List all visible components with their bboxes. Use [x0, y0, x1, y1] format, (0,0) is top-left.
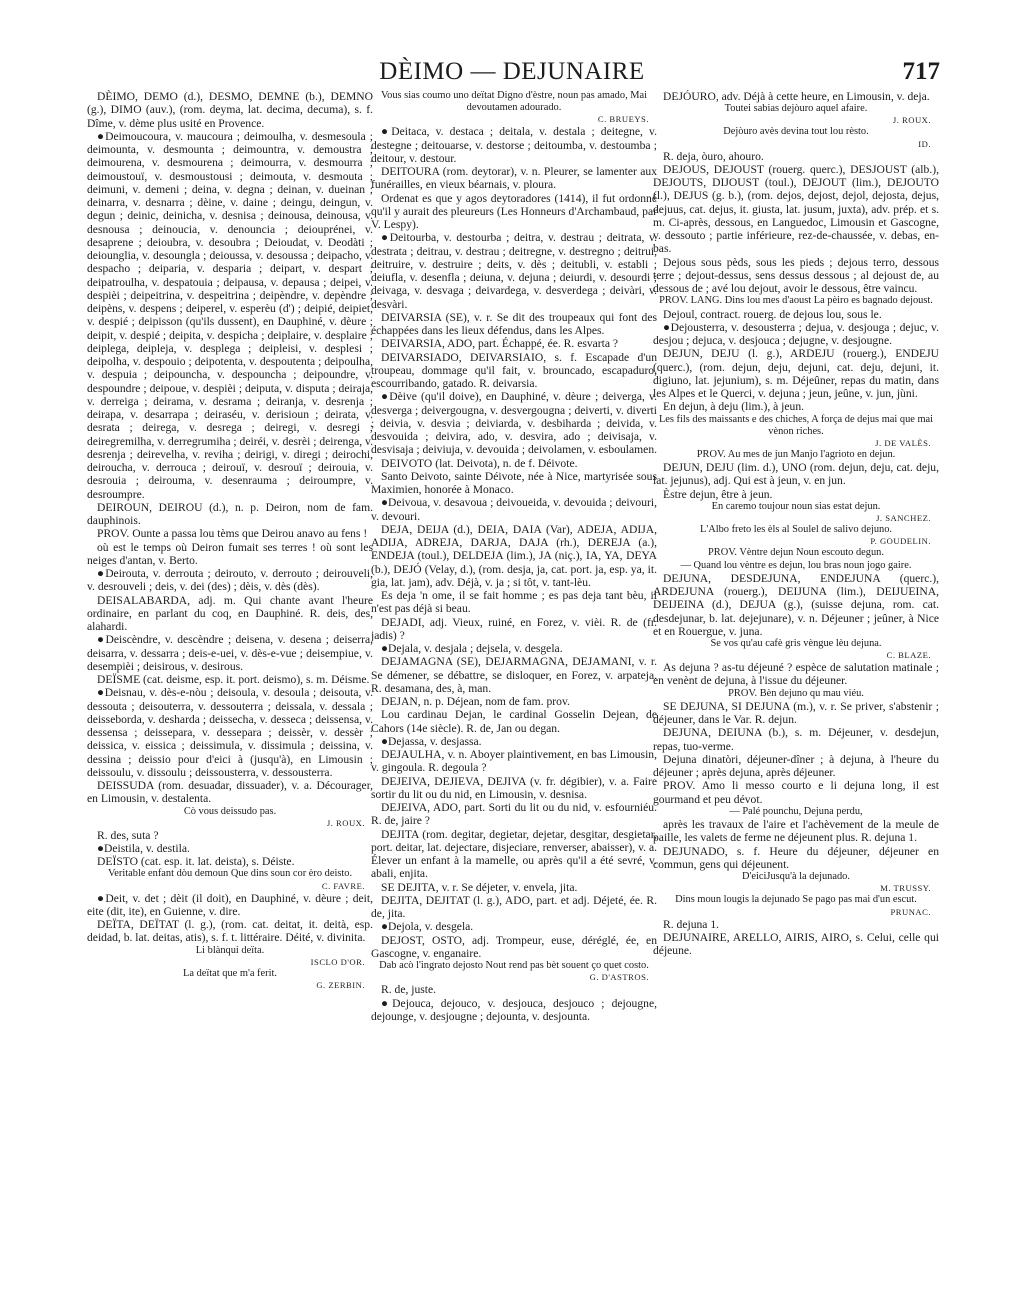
dictionary-entry: DEJITA, DEJITAT (l. g.), ADO, part. et adj. Déjeté, ée. R. de, jita.	[371, 893, 657, 921]
citation-author: C. BLAZE.	[886, 650, 931, 661]
citation-quote: — Palé pounchu, Dejuna perdu,	[729, 805, 863, 817]
citation-author: J. DE VALÈS.	[875, 438, 931, 449]
dictionary-entry: DEJA, DEIJA (d.), DEIA, DAIA (Var), ADEJA, ADIJA, ADIJA, ADREJA, DARJA, DAJA (rh.), DEREJA (a.), ENDEJA (toul.), DELDEJA (lim.), JA (niç.), IA, YA, DEYA (b.), DEJÓ (Velay, d.), (rom. desja, ja, cat. port. ja, esp. ya, it. gia, lat. jam), adv. Déjà, v. ja ; si tôt, v. tant-lèu.	[371, 522, 657, 589]
dictionary-entry: ●Deirouta, v. derrouta ; deirouto, v. derrouto ; deirouveli, v. desrouveli ; deis, v. dei (des) ; dèis, v. dès (dès).	[87, 567, 373, 594]
citation-author: M. TRUSSY.	[880, 883, 931, 894]
citation-quote: La deïtat que m'a ferit.	[183, 967, 277, 979]
dictionary-entry: R. dejuna 1.	[663, 917, 720, 931]
dictionary-entry: ●Dèive (qu'il doive), en Dauphiné, v. dèure ; deiverga, v. desverga ; deivergougna, v. desvergougna ; deiverti, v. diverti ; deivia, v. desvia ; deiviarda, v. desbiharda ; deivida, v. desvouida ; deivira, ado, v. desvira, ado ; deivisaja, v. desvisaja ; deiviuja, v. devouida ; deivolamen, v. esboulamen.	[371, 390, 657, 457]
dictionary-entry: ●Dejola, v. desgela.	[381, 920, 474, 934]
dictionary-entry: As dejuna ? as-tu déjeuné ? espèce de salutation matinale ; en venènt de dejuna, à l'issue du déjeuner.	[653, 661, 939, 688]
dictionary-entry: DEJOST, OSTO, adj. Trompeur, euse, déréglé, ée, en Gascogne, v. enganaire.	[371, 933, 657, 960]
citation-author: ISCLO D'OR.	[310, 956, 365, 967]
citation-author: P. GOUDELIN.	[870, 536, 931, 547]
dictionary-entry: ●Deisnau, v. dès-e-nòu ; deisoula, v. desoula ; deisouta, v. dessouta ; deisouterra, v. dessouterra ; deissala, v. dessala ; deisseborda, v. desharda ; deissecha, v. desseca ; deissensa, v. dessensa ; deissepara, v. dessepara ; deissèr, v. dessèr ; deissica, v. eissica ; deissimula, v. dissimula ; deissina, v. dessina ; deissio pour d'eici à (jusqu'à), en Limousin ; deissoulu, v. dissoulu ; deissousterra, v. dessousterra.	[87, 686, 373, 779]
dictionary-entry: DEJOUS, DEJOUST (rouerg. querc.), DESJOUST (alb.), DEJOUTS, DIJOUST (toul.), DEJOUT (lim.), DEJOUTO (l.), DEJUS (g. b.), (rom. dejos, dejost, dejol, dejosta, dejus, dejuus, cat. dejus, it. giusta, lat. jusum, juxta), adv. prép. et s. m. Ci-après, dessous, en Languedoc, Limousin et Gascogne, v. dessouto ; partie inférieure, rez-de-chaussée, v. debas, en-bas.	[653, 162, 939, 256]
running-title: DÈIMO — DEJUNAIRE	[379, 58, 645, 85]
citation-author: J. ROUX.	[326, 817, 365, 828]
dictionary-entry: DEJUN, DEJU (l. g.), ARDEJU (rouerg.), ENDEJU (querc.), (rom. dejun, deju, dejuni, cat. deju, dejuni, it. digiuno, lat. jejunium), s. m. Déjeûner, repas du matin, dans les Alpes et le Querci, v. dejuna ; jeun, jeûne, v. jun, jùni.	[653, 347, 939, 401]
dictionary-entry: DEIVARSIA, ADO, part. Échappé, ée. R. esvarta ?	[381, 337, 619, 351]
dictionary-entry: Lou cardinau Dejan, le cardinal Gosselin Dejean, de Cahors (14e siècle). R. de, Jan ou degan.	[371, 708, 657, 735]
citation-author: J. ROUX.	[892, 115, 931, 126]
text-column-3	[653, 90, 939, 1290]
dictionary-entry: Es deja 'n ome, il se fait homme ; es pas deja tant bèu, il n'est pas déjà si beau.	[371, 589, 657, 616]
dictionary-entry: ●Dejala, v. desjala ; dejsela, v. desgela.	[381, 642, 563, 656]
citation-quote: PROV. Bèn dejuno qu mau viéu.	[728, 687, 864, 699]
citation-quote: Se vos qu'au cafè gris vèngue lèu dejuna.	[710, 638, 882, 650]
dictionary-entry: DEJAN, n. p. Déjean, nom de fam. prov.	[381, 695, 570, 709]
dictionary-entry: DEJAULHA, v. n. Aboyer plaintivement, en bas Limousin, v. gingoula. R. degoula ?	[371, 748, 657, 775]
dictionary-entry: ●Deitaca, v. destaca ; deitala, v. destala ; deitegne, v. destegne ; deitouarse, v. destorse ; deitoumba, v. destoumba ; deitour, v. destour.	[371, 125, 657, 165]
citation-author: C. FAVRE.	[321, 880, 365, 891]
dictionary-entry: ●Deiscèndre, v. descèndre ; deisena, v. desena ; deiserra, deisarra, v. dessarra ; deis-e-uei, v. dès-e-vue ; deisempiue, v. desempièi ; deisirous, v. desirous.	[87, 633, 373, 673]
dictionary-entry: Ordenat es que y agos deytoradores (1414), il fut ordonné qu'il y aurait des pleureurs (Les Honneurs d'Archambaud, par V. Lespy).	[371, 191, 657, 232]
dictionary-entry: DEITOURA (rom. deytorar), v. n. Pleurer, se lamenter aux funérailles, en vieux béarnais, v. ploura.	[371, 165, 657, 192]
citation-quote: Les fils des maissants e des chiches, A força de dejus mai que mai vènon riches.	[658, 413, 934, 437]
citation-author: J. SANCHEZ.	[876, 513, 931, 524]
dictionary-entry: DÈIMO, DEMO (d.), DESMO, DEMNE (b.), DEMNO (g.), DIMO (auv.), (rom. deyma, lat. decima, decuma), s. f. Dîme, v. dème plus usité en Provence.	[87, 90, 373, 130]
citation-quote: Cò vous deissudo pas.	[183, 805, 277, 817]
dictionary-entry: ●Dejouca, dejouco, v. desjouca, desjouco ; dejougne, dejounge, v. desjougne ; dejounta, v. desjounta.	[371, 996, 657, 1023]
dictionary-entry: ●Deitourba, v. destourba ; deitra, v. destrau ; deitrata, v. destrata ; deitrau, v. destrau ; deitregne, v. destregno ; deitrui, deitruire, v. destruire ; deits, v. dès ; deitubli, v. establi ; deiufla, v. desenfla ; deiuna, v. dejuna ; deiurdi, v. desourdi ; deivaga, v. desvaga ; deivardega, v. desverdega ; deivàri, v. desvàri.	[371, 231, 657, 311]
dictionary-entry: SE DEJUNA, SI DEJUNA (m.), v. r. Se priver, s'abstenir ; déjeuner, dans le Var. R. dejun.	[653, 699, 939, 727]
dictionary-entry: PROV. Amo li messo courto e li dejuna long, il est gourmand et peu dévot.	[653, 779, 939, 806]
dictionary-entry: DEJADI, adj. Vieux, ruiné, en Forez, v. vièi. R. de (fr. jadis) ?	[371, 615, 657, 642]
citation-quote: Dab acò l'ingrato dejosto Nout rend pas bèt souent ço quet costo.	[379, 960, 649, 972]
dictionary-entry: DEJEIVA, ADO, part. Sorti du lit ou du nid, v. esfourniéu. R. de, jaire ?	[371, 801, 657, 828]
dictionary-entry: ●Deistila, v. destila.	[97, 841, 190, 855]
dictionary-entry: DEIVARSIA (SE), v. r. Se dit des troupeaux qui font des échappées dans les lieux défendus, dans les Alpes.	[371, 310, 657, 338]
dictionary-entry: Santo Deivoto, sainte Déivote, née à Nice, martyrisée sous Maximien, honorée à Monaco.	[371, 469, 657, 497]
dictionary-entry: DEJUNAIRE, ARELLO, AIRIS, AIRO, s. Celui, celle qui déjeune.	[653, 930, 939, 958]
dictionary-entry: ●Dejousterra, v. desousterra ; dejua, v. desjouga ; dejuc, v. desjou ; dejuca, v. desjouca ; dejugne, v. desjougne.	[653, 320, 939, 348]
dictionary-entry: Èstre dejun, être à jeun.	[663, 487, 773, 501]
citation-quote: D'eiciJusqu'à la dejunado.	[742, 871, 850, 883]
dictionary-entry: DEJUNA, DEIUNA (b.), s. m. Déjeuner, v. desdejun, repas, tuo-verme.	[653, 726, 939, 753]
dictionary-entry: ●Deivoua, v. desavoua ; deivoueida, v. devouida ; deivouri, v. devouri.	[371, 496, 657, 523]
text-column-1	[87, 90, 373, 1290]
dictionary-entry: DEIROUN, DEIROU (d.), n. p. Deiron, nom de fam. dauphinois.	[87, 500, 373, 527]
dictionary-entry: DEJITA (rom. degitar, degietar, dejetar, desgitar, desgietar, port. deitar, lat. dejectare, disjeciare, renverser, abaisser), v. a. Élever un enfant à la mamelle, ou après qu'il a été sevré, v. abali, enjita.	[371, 827, 657, 881]
citation-quote: Dins moun lougis la dejunado Se pago pas mai d'un escut.	[675, 894, 917, 906]
dictionary-entry: DEIVARSIADO, DEIVARSIAIO, s. f. Escapade d'un troupeau, dommage qu'il fait, v. brouncado, escapaduro, escourribando, gatado. R. deivarsia.	[371, 350, 657, 391]
citation-quote: Toutei sabias dejòuro aquel afaire.	[724, 103, 868, 115]
dictionary-entry: DEJEIVA, DEJIEVA, DEJIVA (v. fr. dégibier), v. a. Faire sortir du lit ou du nid, en Limousin, v. desnisa.	[371, 774, 657, 801]
dictionary-entry: PROV. Ounte a passa lou tèms que Deirou anavo au fens !	[97, 527, 368, 541]
dictionary-entry: DEIVOTO (lat. Deivota), n. de f. Déivote.	[381, 456, 578, 470]
dictionary-entry: ●Deimoucoura, v. maucoura ; deimoulha, v. desmesoula ; deimounta, v. desmounta ; deimountra, v. demoustra ; deimourena, v. desmourena ; deimourra, v. desmourra ; deimoustouï, v. desmoustousi ; deimouta, v. desmouta ; deimuni, v. demeni ; deina, v. degna ; deinan, v. dueinan ; deinarra, v. desnarra ; dèine, v. daine ; deingu, deingun, v. degun ; deinic, deinicha, v. desnisa ; deinousa, deinousa, v. desnousa ; deinoucia, v. denouncia ; deiouprénei, v. desaprene ; deioubra, v. desoubra ; Deioudat, v. Deodàti ; deiounglia, v. desoungla ; deioussa, v. desoussa ; deipacho, v. despacho ; deiparia, v. desparia ; deipart, v. despart ; deipatroulha, v. despatouia ; deipausa, v. depausa ; deipei, v. despièi ; deipeitrina, v. despeitrina ; deipèndre, v. depèndre ; deipèns, v. despens ; deiperel, v. esperèu (d') ; deipié, deipiet, v. despié ; deipisson (qu'ils dussent), en Dauphiné, v. dèure ; deipit, v. despié ; deipita, v. despicha ; deiplaire, v. desplaire ; deiplega, deipleja, v. desplega ; deipleisi, v. desplesi ; deipolha, v. despouio ; deipotenta, v. despoutenta ; deipoulha, v. despuia ; deipouncha, v. despouncha ; deipoundre, v. despoundre ; deipoue, v. despièi ; deiputa, v. disputa ; deiraja, v. derreiga ; deirama, v. desrama ; deiranja, v. desrenja ; deirapa, v. desarrapa ; deiraséu, v. derisioun ; deirata, v. desrata ; deirega, v. desrega ; deiregi, v. desregi ; deiregremilha, v. derregrumiha ; deiréi, v. desrèi ; deirenga, v. desrenja ; deirevelha, v. reviha ; deirigi, v. diregi ; deirochi, deiroucha, v. derrouca ; deirouï, v. desrouï ; deirouia, v. desrouia ; deirouma, v. desenrauma ; deiroumpre, v. desroumpre.	[87, 129, 373, 501]
dictionary-entry: SE DEJITA, v. r. Se déjeter, v. envela, jita.	[381, 880, 578, 894]
dictionary-entry: DEJUNA, DESDEJUNA, ENDEJUNA (querc.), ARDEJUNA (rouerg.), DEIJUNA (lim.), DEIJUEINA, DEIJEINA (d.), DEJUA (g.), (suisse dejuna, rom. cat. desdejunar, b. lat. dejejunare), v. n. Déjeuner ; jeûner, à Nice et en Rouergue, v. juna.	[653, 571, 939, 638]
citation-quote: — Quand lou vèntre es dejun, lou bras noun jogo gaire.	[680, 559, 912, 571]
dictionary-entry: après les travaux de l'aire et l'achèvement de la meule de paille, les valets de ferme ne déjeunent plus. R. dejuna 1.	[653, 818, 939, 845]
dictionary-entry: DEJUNADO, s. f. Heure du déjeuner, déjeuner en commun, gens qui déjeunent.	[653, 844, 939, 871]
text-column-2	[371, 90, 657, 1290]
citation-quote: Veritable enfant dòu demoun Que dins soun cor èro deisto.	[107, 868, 353, 880]
dictionary-entry: En dejun, à deju (lim.), à jeun.	[663, 400, 805, 414]
citation-author: ID.	[918, 138, 931, 149]
dictionary-entry: R. de, juste.	[381, 983, 437, 997]
dictionary-entry: R. des, suta ?	[97, 828, 159, 842]
dictionary-entry: DEÏSTO (cat. esp. it. lat. deista), s. Déiste.	[97, 855, 295, 869]
dictionary-entry: Dejuna dinatòri, déjeuner-dîner ; à dejuna, à l'heure du déjeuner ; après dejuna, après déjeuner.	[653, 752, 939, 780]
citation-author: G. D'ASTROS.	[589, 972, 649, 983]
dictionary-entry: R. deja, òuro, ahouro.	[663, 149, 764, 163]
citation-quote: PROV. Au mes de jun Manjo l'agrioto en dejun.	[696, 449, 896, 461]
citation-quote: L'Albo freto les èls al Soulel de salivo dejuno.	[699, 524, 893, 536]
citation-quote: Dejòuro avès devina tout lou rèsto.	[723, 126, 869, 138]
dictionary-entry: où est le temps où Deiron fumait ses terres ! où sont les neiges d'antan, v. Berto.	[87, 540, 373, 567]
dictionary-entry: ●Deit, v. det ; dèit (il doit), en Dauphiné, v. dèure ; deit, eite (dit, ite), en Guienne, v. dire.	[87, 891, 373, 918]
dictionary-entry: DEISSUDA (rom. desuadar, dissuader), v. a. Décourager, en Limousin, v. destalenta.	[87, 779, 373, 806]
citation-quote: En caremo toujour noun sias estat dejun.	[711, 500, 881, 512]
citation-quote: Li blànqui deïta.	[195, 944, 265, 956]
dictionary-entry: Dejoul, contract. rouerg. de dejous lou, sous le.	[663, 307, 882, 321]
citation-quote: PROV. LANG. Dins lou mes d'aoust La pèiro es bagnado dejoust.	[659, 295, 933, 307]
dictionary-entry: DEISALABARDA, adj. m. Qui chante avant l'heure ordinaire, en parlant du coq, en Dauphiné. R. deis, des, alahardi.	[87, 593, 373, 633]
dictionary-entry: DEÏSME (cat. deisme, esp. it. port. deismo), s. m. Déisme.	[97, 673, 370, 686]
citation-author: C. BRUEYS.	[597, 114, 649, 125]
dictionary-entry: DEÏTA, DEÏTAT (l. g.), (rom. cat. deitat, it. deità, esp. deidad, b. lat. deitas, atis), s. f. t. littéraire. Déité, v. divinita.	[87, 918, 373, 945]
citation-quote: PROV. Vèntre dejun Noun escouto degun.	[708, 547, 884, 559]
citation-author: G. ZERBIN.	[316, 980, 365, 991]
dictionary-entry: DEJAMAGNA (SE), DEJARMAGNA, DEJAMANI, v. r. Se démener, se débattre, se disloquer, en Forez, v. arpateja. R. desamana, des, à, man.	[371, 655, 657, 695]
page-number: 717	[902, 58, 940, 85]
dictionary-entry: ●Dejassa, v. desjassa.	[381, 734, 482, 748]
dictionary-entry: DEJÓURO, adv. Déjà à cette heure, en Limousin, v. deja.	[663, 90, 930, 103]
citation-author: PRUNAC.	[890, 906, 931, 917]
dictionary-entry: Dejous sous pèds, sous les pieds ; dejous terro, dessous terre ; dejout-dessus, sens dessus dessous ; al dejoust de, au dessous de ; avé lou dejout, avoir le dessous, être vaincu.	[653, 255, 939, 296]
dictionary-entry: DEJUN, DEJU (lim. d.), UNO (rom. dejun, deju, cat. deju, lat. jejunus), adj. Qui est à jeun, v. en jun.	[653, 461, 939, 488]
page-header	[84, 58, 940, 92]
citation-quote: Vous sias coumo uno deïtat Digno d'èstre, noun pas amado, Mai devoutamen adourado.	[380, 90, 648, 114]
